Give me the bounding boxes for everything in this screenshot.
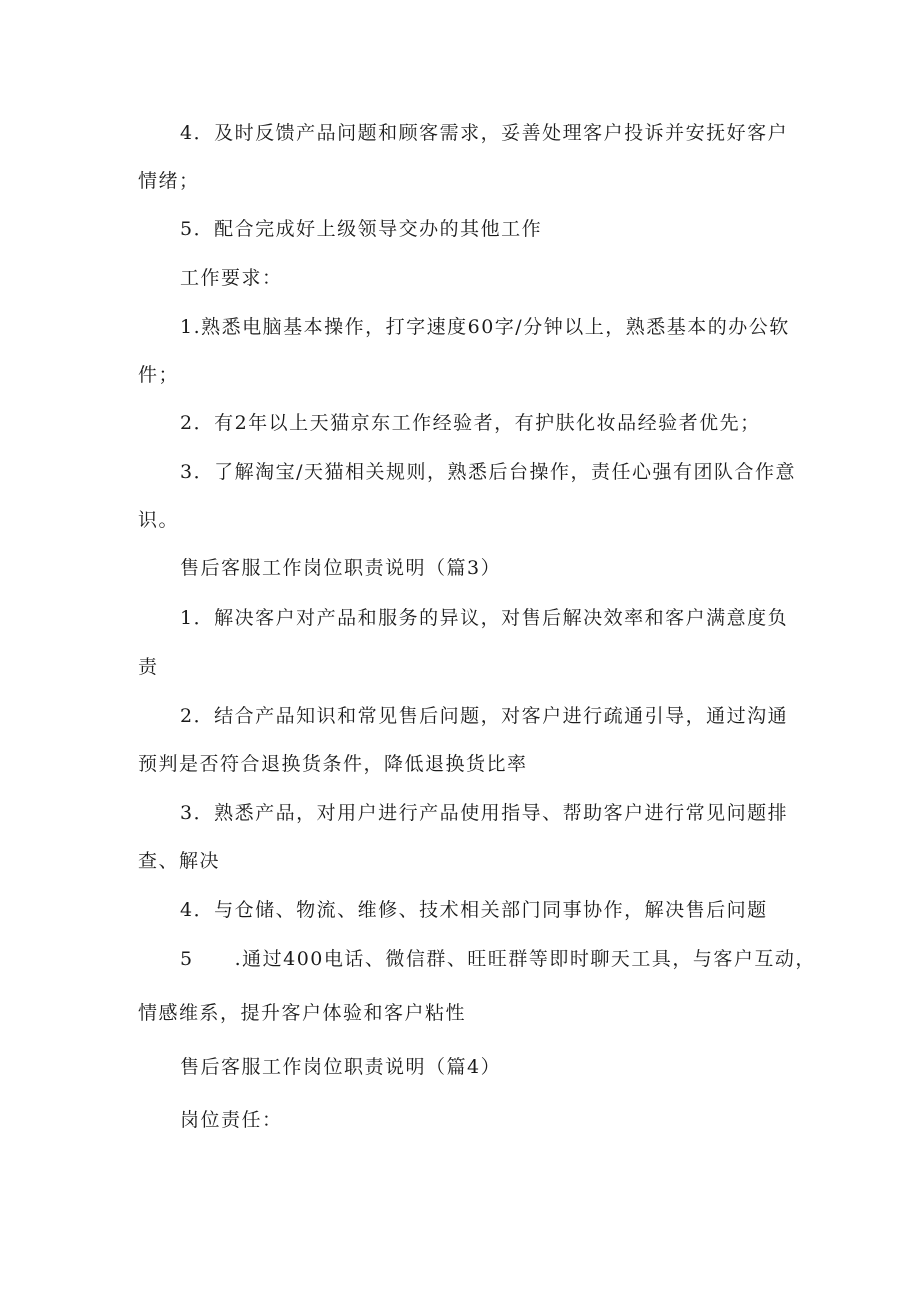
section-heading: 工作要求： xyxy=(180,267,283,289)
section-heading: 岗位责任： xyxy=(180,1109,283,1131)
section-title: 售后客服工作岗位职责说明（篇3） xyxy=(180,557,502,579)
paragraph-line: 5 .通过400电话、微信群、旺旺群等即时聊天工具，与客户互动， xyxy=(180,948,816,970)
paragraph-line: 2．结合产品知识和常见售后问题，对客户进行疏通引导，通过沟通 xyxy=(180,705,789,727)
paragraph-line: 2．有2年以上天猫京东工作经验者，有护肤化妆品经验者优先； xyxy=(180,412,761,434)
paragraph-line: 3．熟悉产品，对用户进行产品使用指导、帮助客户进行常见问题排 xyxy=(180,802,789,824)
paragraph-line: 5．配合完成好上级领导交办的其他工作 xyxy=(180,218,543,240)
section-title: 售后客服工作岗位职责说明（篇4） xyxy=(180,1056,502,1078)
paragraph-line: 1.熟悉电脑基本操作，打字速度60字/分钟以上，熟悉基本的办公软 xyxy=(180,316,790,338)
paragraph-line: 责 xyxy=(138,656,159,678)
paragraph-line: 4．及时反馈产品问题和顾客需求，妥善处理客户投诉并安抚好客户 xyxy=(180,122,789,144)
paragraph-line: 件； xyxy=(138,364,180,386)
paragraph-line: 识。 xyxy=(138,509,180,531)
paragraph-line: 3．了解淘宝/天猫相关规则，熟悉后台操作，责任心强有团队合作意 xyxy=(180,461,796,483)
paragraph-line: 情感维系，提升客户体验和客户粘性 xyxy=(138,1002,467,1024)
paragraph-line: 1．解决客户对产品和服务的异议，对售后解决效率和客户满意度负 xyxy=(180,607,789,629)
paragraph-line: 4．与仓储、物流、维修、技术相关部门同事协作，解决售后问题 xyxy=(180,899,768,921)
paragraph-line: 预判是否符合退换货条件，降低退换货比率 xyxy=(138,753,528,775)
paragraph-line: 查、解决 xyxy=(138,850,221,872)
paragraph-line: 情绪； xyxy=(138,170,200,192)
